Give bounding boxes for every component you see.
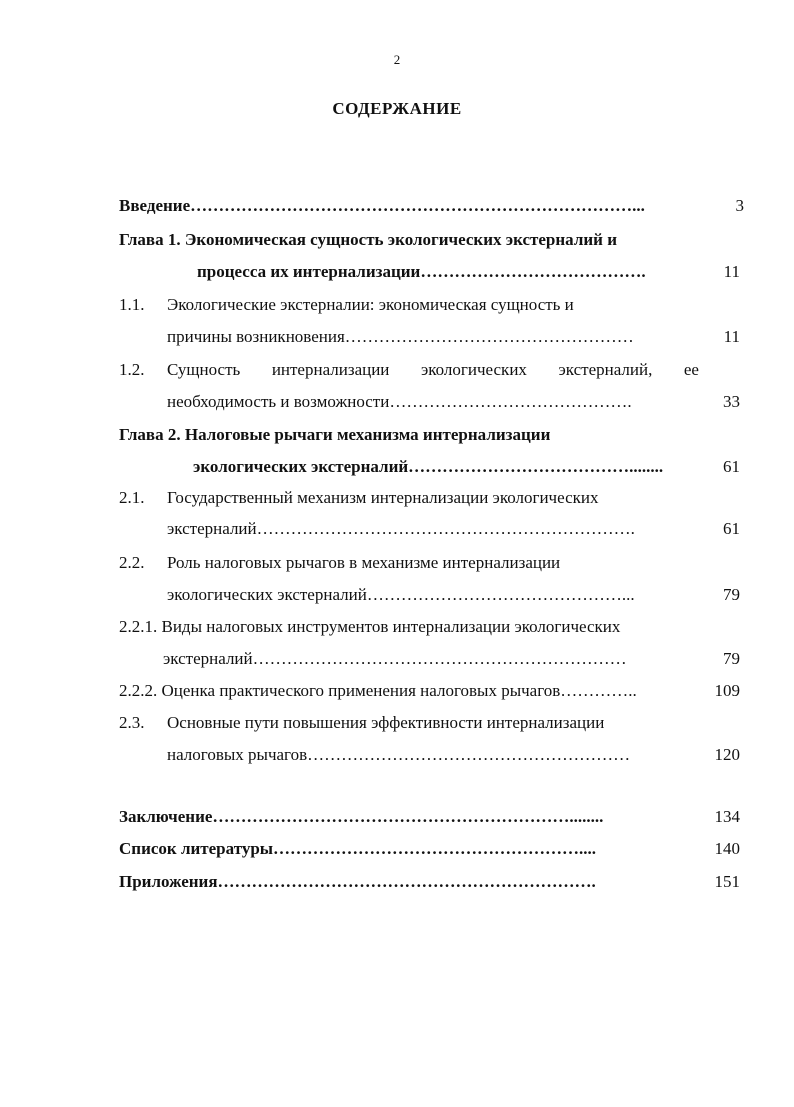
toc-section-number: 1.1. (119, 295, 145, 314)
toc-entry-text: Роль налоговых рычагов в механизме интернализации (167, 553, 561, 572)
toc-entry-text: 2.2.1. Виды налоговых инструментов интернализации экологических (119, 617, 621, 636)
toc-entry-text: Заключение………………………………………………………........ (119, 807, 604, 826)
toc-section-number: 1.2. (119, 360, 145, 379)
toc-entry-intro[interactable] (119, 195, 744, 217)
toc-word: экстерналий, (558, 360, 653, 379)
toc-entry-text-cont: экологических экстерналий………………………………………... (167, 585, 635, 604)
toc-page-number: 140 (714, 839, 740, 858)
page-title: СОДЕРЖАНИЕ (332, 99, 462, 118)
toc-page-number: 79 (723, 649, 740, 668)
toc-section-number: 2.2. (119, 553, 145, 572)
toc-entry-text: Приложения…………………………………………………………. (119, 872, 596, 891)
toc-entry-text-cont: экстерналий………………………………………………………… (163, 649, 627, 668)
toc-page-number: 11 (723, 262, 740, 281)
toc-page-number: 79 (723, 585, 740, 604)
toc-entry-text: Список литературы……………………………………………….... (119, 839, 597, 858)
toc-entry-text: Основные пути повышения эффективности интернализации (167, 713, 605, 732)
toc-word: ее (683, 360, 699, 379)
toc-page-number: 151 (714, 872, 740, 891)
toc-page-number: 3 (735, 196, 744, 215)
toc-page-number: 11 (723, 327, 740, 346)
toc-entry-text: Государственный механизм интернализации экологических (167, 488, 599, 507)
toc-entry-text-cont: экологических экстерналий…………………………………........ (193, 457, 664, 476)
toc-entry-text: Глава 2. Налоговые рычаги механизма интернализации (119, 425, 551, 444)
toc-page-number: 120 (714, 745, 740, 764)
toc-entry-text-cont: причины возникновения…………………………………………… (167, 327, 634, 346)
toc-entry-text: Экологические экстерналии: экономическая сущность и (167, 295, 574, 314)
toc-page-number: 109 (714, 681, 740, 700)
toc-word: Сущность (167, 360, 241, 379)
toc-entry-text-cont: экстерналий…………………………………………………………. (167, 519, 635, 538)
toc-word: экологических (420, 360, 527, 379)
toc-word: интернализации (271, 360, 390, 379)
toc-entry-text-cont: процесса их интернализации…………………………………. (197, 262, 646, 281)
toc-section-number: 2.1. (119, 488, 145, 507)
toc-page-number: 33 (723, 392, 740, 411)
toc-entry-text-justified (167, 359, 699, 381)
toc-entry-text: 2.2.2. Оценка практического применения налоговых рычагов………….. (119, 681, 637, 700)
toc-entry-text-cont: необходимость и возможности……………………………………. (167, 392, 632, 411)
page-number: 2 (393, 52, 401, 67)
toc-entry-text: Введение……………………………………………………………………... (119, 196, 645, 215)
toc-entry-text: Глава 1. Экономическая сущность экологических экстерналий и (119, 230, 617, 249)
toc-page-number: 61 (723, 457, 740, 476)
toc-page-number: 61 (723, 519, 740, 538)
toc-page-number: 134 (714, 807, 740, 826)
toc-section-number: 2.3. (119, 713, 145, 732)
toc-entry-text-cont: налоговых рычагов………………………………………………… (167, 745, 631, 764)
